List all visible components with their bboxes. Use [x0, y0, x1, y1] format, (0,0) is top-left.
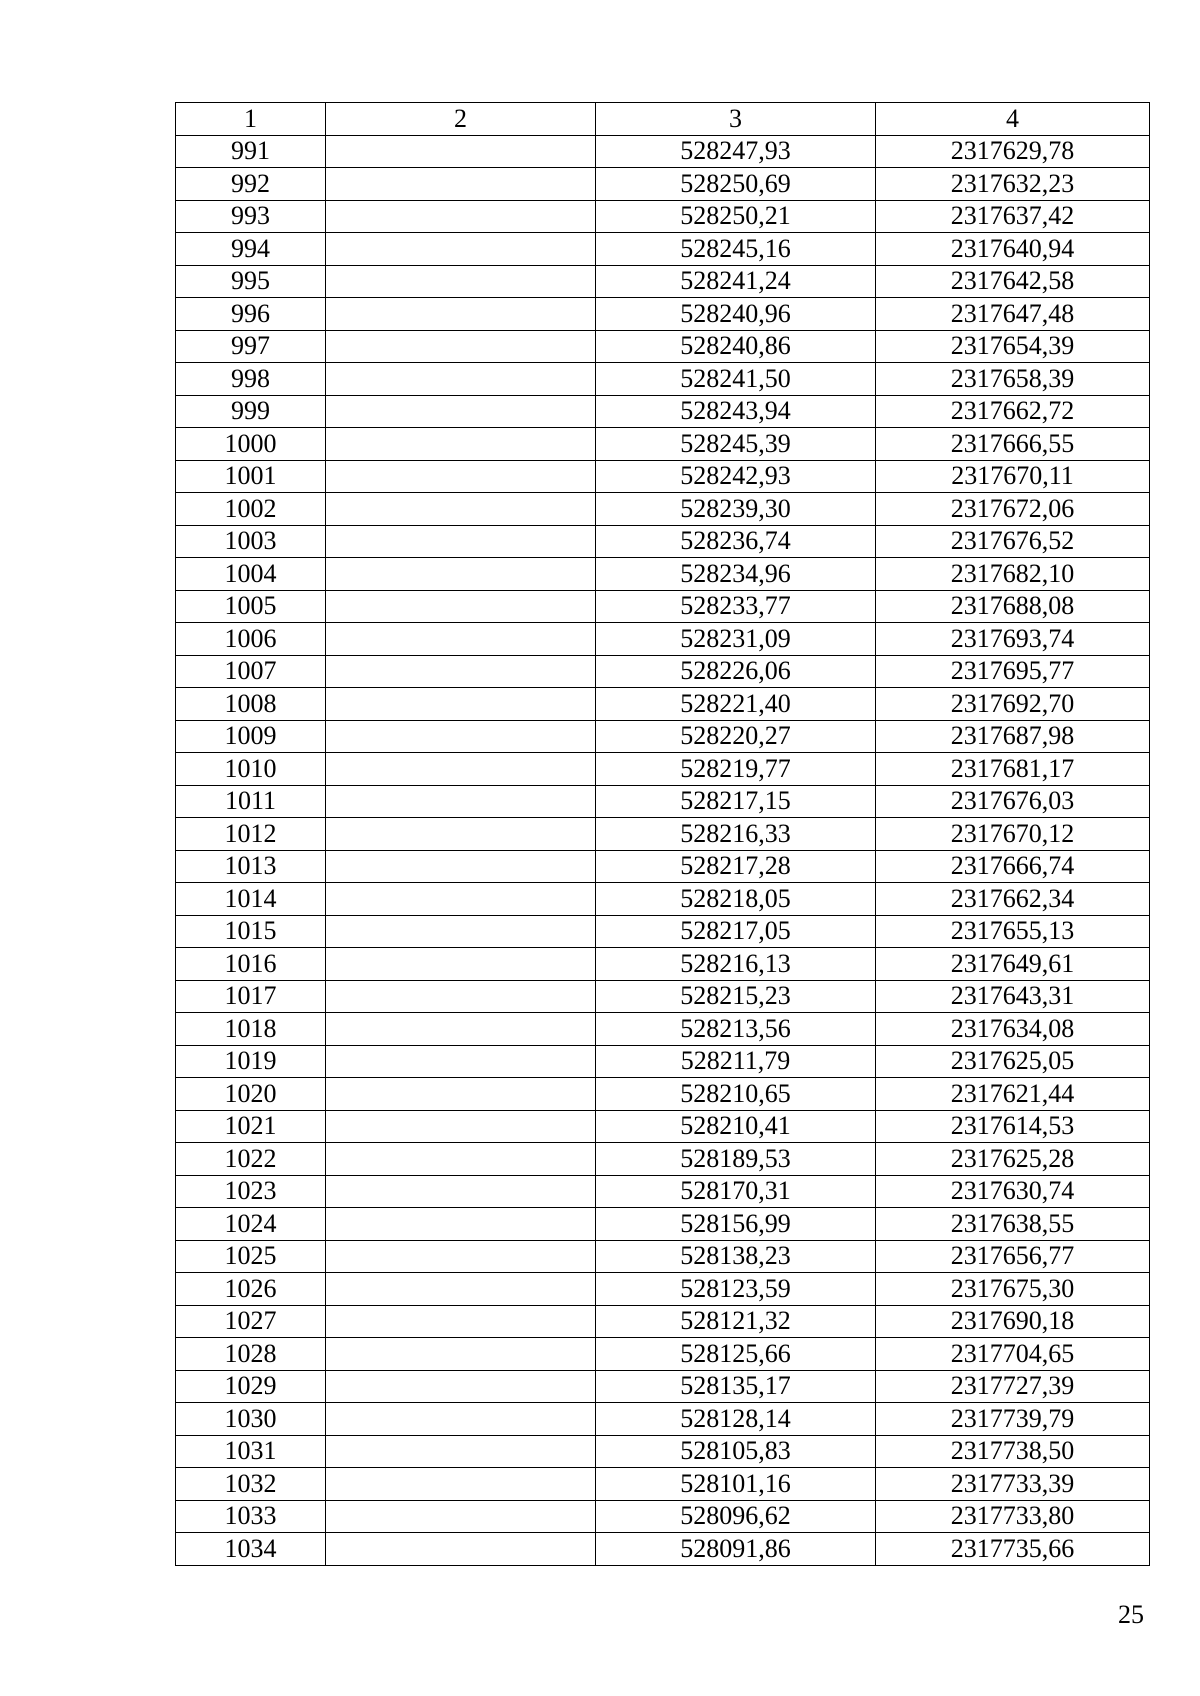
x-coordinate-cell: 528211,79 — [596, 1045, 876, 1078]
point-number-cell: 1025 — [176, 1240, 326, 1273]
x-coordinate-cell: 528101,16 — [596, 1468, 876, 1501]
x-coordinate-cell: 528231,09 — [596, 623, 876, 656]
table-row — [176, 688, 1150, 721]
point-number-cell: 991 — [176, 135, 326, 168]
point-number-cell: 994 — [176, 233, 326, 266]
description-cell — [326, 265, 596, 298]
description-cell — [326, 460, 596, 493]
x-coordinate-cell: 528240,96 — [596, 298, 876, 331]
description-cell — [326, 915, 596, 948]
y-coordinate-cell: 2317733,80 — [876, 1500, 1150, 1533]
y-coordinate-cell: 2317656,77 — [876, 1240, 1150, 1273]
table-row — [176, 1273, 1150, 1306]
point-number-cell: 1010 — [176, 753, 326, 786]
y-coordinate-cell: 2317666,74 — [876, 850, 1150, 883]
point-number-cell: 1002 — [176, 493, 326, 526]
x-coordinate-cell: 528217,05 — [596, 915, 876, 948]
table-row — [176, 1143, 1150, 1176]
point-number-cell: 1006 — [176, 623, 326, 656]
y-coordinate-cell: 2317672,06 — [876, 493, 1150, 526]
description-cell — [326, 980, 596, 1013]
y-coordinate-cell: 2317647,48 — [876, 298, 1150, 331]
description-cell — [326, 200, 596, 233]
y-coordinate-cell: 2317687,98 — [876, 720, 1150, 753]
point-number-cell: 1019 — [176, 1045, 326, 1078]
point-number-cell: 1012 — [176, 818, 326, 851]
y-coordinate-cell: 2317666,55 — [876, 428, 1150, 461]
x-coordinate-cell: 528215,23 — [596, 980, 876, 1013]
description-cell — [326, 525, 596, 558]
x-coordinate-cell: 528241,50 — [596, 363, 876, 396]
x-coordinate-cell: 528239,30 — [596, 493, 876, 526]
y-coordinate-cell: 2317634,08 — [876, 1013, 1150, 1046]
description-cell — [326, 948, 596, 981]
table-row — [176, 330, 1150, 363]
description-cell — [326, 298, 596, 331]
table-row — [176, 1533, 1150, 1566]
table-row — [176, 525, 1150, 558]
x-coordinate-cell: 528213,56 — [596, 1013, 876, 1046]
x-coordinate-cell: 528220,27 — [596, 720, 876, 753]
y-coordinate-cell: 2317629,78 — [876, 135, 1150, 168]
table-row — [176, 460, 1150, 493]
y-coordinate-cell: 2317670,12 — [876, 818, 1150, 851]
x-coordinate-cell: 528242,93 — [596, 460, 876, 493]
point-number-cell: 1030 — [176, 1403, 326, 1436]
y-coordinate-cell: 2317640,94 — [876, 233, 1150, 266]
description-cell — [326, 590, 596, 623]
table-row — [176, 655, 1150, 688]
point-number-cell: 1027 — [176, 1305, 326, 1338]
description-cell — [326, 655, 596, 688]
x-coordinate-cell: 528234,96 — [596, 558, 876, 591]
y-coordinate-cell: 2317614,53 — [876, 1110, 1150, 1143]
coordinates-table — [175, 102, 1150, 1566]
point-number-cell: 999 — [176, 395, 326, 428]
description-cell — [326, 330, 596, 363]
x-coordinate-cell: 528156,99 — [596, 1208, 876, 1241]
table-row — [176, 818, 1150, 851]
x-coordinate-cell: 528216,13 — [596, 948, 876, 981]
description-cell — [326, 558, 596, 591]
x-coordinate-cell: 528236,74 — [596, 525, 876, 558]
table-header-row — [176, 103, 1150, 136]
x-coordinate-cell: 528250,21 — [596, 200, 876, 233]
point-number-cell: 992 — [176, 168, 326, 201]
point-number-cell: 1011 — [176, 785, 326, 818]
point-number-cell: 998 — [176, 363, 326, 396]
point-number-cell: 993 — [176, 200, 326, 233]
table-row — [176, 135, 1150, 168]
point-number-cell: 1031 — [176, 1435, 326, 1468]
table-row — [176, 1045, 1150, 1078]
description-cell — [326, 1533, 596, 1566]
point-number-cell: 1007 — [176, 655, 326, 688]
table-row — [176, 1208, 1150, 1241]
table-row — [176, 590, 1150, 623]
x-coordinate-cell: 528135,17 — [596, 1370, 876, 1403]
x-coordinate-cell: 528241,24 — [596, 265, 876, 298]
description-cell — [326, 428, 596, 461]
y-coordinate-cell: 2317643,31 — [876, 980, 1150, 1013]
point-number-cell: 1020 — [176, 1078, 326, 1111]
x-coordinate-cell: 528217,15 — [596, 785, 876, 818]
x-coordinate-cell: 528125,66 — [596, 1338, 876, 1371]
x-coordinate-cell: 528123,59 — [596, 1273, 876, 1306]
description-cell — [326, 883, 596, 916]
x-coordinate-cell: 528096,62 — [596, 1500, 876, 1533]
x-coordinate-cell: 528240,86 — [596, 330, 876, 363]
table-row — [176, 1013, 1150, 1046]
x-coordinate-cell: 528247,93 — [596, 135, 876, 168]
table-row — [176, 1403, 1150, 1436]
y-coordinate-cell: 2317695,77 — [876, 655, 1150, 688]
x-coordinate-cell: 528219,77 — [596, 753, 876, 786]
description-cell — [326, 395, 596, 428]
point-number-cell: 1024 — [176, 1208, 326, 1241]
table-row — [176, 1370, 1150, 1403]
x-coordinate-cell: 528226,06 — [596, 655, 876, 688]
point-number-cell: 1028 — [176, 1338, 326, 1371]
description-cell — [326, 1013, 596, 1046]
description-cell — [326, 135, 596, 168]
table-row — [176, 168, 1150, 201]
point-number-cell: 1005 — [176, 590, 326, 623]
y-coordinate-cell: 2317662,72 — [876, 395, 1150, 428]
page-number: 25 — [1118, 1600, 1144, 1629]
point-number-cell: 1016 — [176, 948, 326, 981]
table-row — [176, 753, 1150, 786]
description-cell — [326, 1175, 596, 1208]
y-coordinate-cell: 2317632,23 — [876, 168, 1150, 201]
table-row — [176, 948, 1150, 981]
description-cell — [326, 1305, 596, 1338]
point-number-cell: 1001 — [176, 460, 326, 493]
x-coordinate-cell: 528233,77 — [596, 590, 876, 623]
description-cell — [326, 753, 596, 786]
point-number-cell: 1032 — [176, 1468, 326, 1501]
y-coordinate-cell: 2317690,18 — [876, 1305, 1150, 1338]
y-coordinate-cell: 2317727,39 — [876, 1370, 1150, 1403]
x-coordinate-cell: 528243,94 — [596, 395, 876, 428]
point-number-cell: 997 — [176, 330, 326, 363]
y-coordinate-cell: 2317692,70 — [876, 688, 1150, 721]
description-cell — [326, 1078, 596, 1111]
table-row — [176, 720, 1150, 753]
table-row — [176, 1435, 1150, 1468]
column-header-point-number: 1 — [176, 103, 326, 136]
point-number-cell: 1029 — [176, 1370, 326, 1403]
description-cell — [326, 1435, 596, 1468]
y-coordinate-cell: 2317675,30 — [876, 1273, 1150, 1306]
x-coordinate-cell: 528245,39 — [596, 428, 876, 461]
table-row — [176, 1078, 1150, 1111]
description-cell — [326, 233, 596, 266]
description-cell — [326, 1208, 596, 1241]
description-cell — [326, 1338, 596, 1371]
point-number-cell: 1015 — [176, 915, 326, 948]
description-cell — [326, 1468, 596, 1501]
y-coordinate-cell: 2317621,44 — [876, 1078, 1150, 1111]
y-coordinate-cell: 2317704,65 — [876, 1338, 1150, 1371]
column-header-2: 2 — [326, 103, 596, 136]
description-cell — [326, 623, 596, 656]
table-row — [176, 785, 1150, 818]
y-coordinate-cell: 2317655,13 — [876, 915, 1150, 948]
description-cell — [326, 363, 596, 396]
x-coordinate-cell: 528128,14 — [596, 1403, 876, 1436]
y-coordinate-cell: 2317670,11 — [876, 460, 1150, 493]
table-row — [176, 200, 1150, 233]
y-coordinate-cell: 2317638,55 — [876, 1208, 1150, 1241]
point-number-cell: 1003 — [176, 525, 326, 558]
description-cell — [326, 1500, 596, 1533]
table-row — [176, 493, 1150, 526]
y-coordinate-cell: 2317693,74 — [876, 623, 1150, 656]
y-coordinate-cell: 2317676,03 — [876, 785, 1150, 818]
table-row — [176, 265, 1150, 298]
point-number-cell: 1026 — [176, 1273, 326, 1306]
table-row — [176, 363, 1150, 396]
point-number-cell: 1000 — [176, 428, 326, 461]
description-cell — [326, 850, 596, 883]
y-coordinate-cell: 2317733,39 — [876, 1468, 1150, 1501]
column-header-x-coordinate: 3 — [596, 103, 876, 136]
x-coordinate-cell: 528105,83 — [596, 1435, 876, 1468]
y-coordinate-cell: 2317681,17 — [876, 753, 1150, 786]
y-coordinate-cell: 2317735,66 — [876, 1533, 1150, 1566]
point-number-cell: 996 — [176, 298, 326, 331]
description-cell — [326, 688, 596, 721]
table-row — [176, 623, 1150, 656]
table-row — [176, 980, 1150, 1013]
table-body — [176, 135, 1150, 1565]
table-row — [176, 1468, 1150, 1501]
point-number-cell: 1018 — [176, 1013, 326, 1046]
point-number-cell: 1004 — [176, 558, 326, 591]
y-coordinate-cell: 2317649,61 — [876, 948, 1150, 981]
point-number-cell: 1013 — [176, 850, 326, 883]
description-cell — [326, 1110, 596, 1143]
point-number-cell: 995 — [176, 265, 326, 298]
table-row — [176, 558, 1150, 591]
description-cell — [326, 1143, 596, 1176]
y-coordinate-cell: 2317739,79 — [876, 1403, 1150, 1436]
table-row — [176, 233, 1150, 266]
y-coordinate-cell: 2317688,08 — [876, 590, 1150, 623]
y-coordinate-cell: 2317625,28 — [876, 1143, 1150, 1176]
x-coordinate-cell: 528216,33 — [596, 818, 876, 851]
description-cell — [326, 1403, 596, 1436]
y-coordinate-cell: 2317676,52 — [876, 525, 1150, 558]
description-cell — [326, 1240, 596, 1273]
table-row — [176, 428, 1150, 461]
x-coordinate-cell: 528221,40 — [596, 688, 876, 721]
point-number-cell: 1023 — [176, 1175, 326, 1208]
table-row — [176, 298, 1150, 331]
table-row — [176, 1305, 1150, 1338]
table-row — [176, 850, 1150, 883]
description-cell — [326, 1273, 596, 1306]
table-row — [176, 1240, 1150, 1273]
x-coordinate-cell: 528210,65 — [596, 1078, 876, 1111]
x-coordinate-cell: 528210,41 — [596, 1110, 876, 1143]
table-row — [176, 883, 1150, 916]
point-number-cell: 1033 — [176, 1500, 326, 1533]
table-row — [176, 1175, 1150, 1208]
table-row — [176, 1500, 1150, 1533]
x-coordinate-cell: 528138,23 — [596, 1240, 876, 1273]
table-row — [176, 1338, 1150, 1371]
y-coordinate-cell: 2317630,74 — [876, 1175, 1150, 1208]
point-number-cell: 1017 — [176, 980, 326, 1013]
x-coordinate-cell: 528121,32 — [596, 1305, 876, 1338]
table-row — [176, 915, 1150, 948]
x-coordinate-cell: 528189,53 — [596, 1143, 876, 1176]
table-row — [176, 395, 1150, 428]
y-coordinate-cell: 2317662,34 — [876, 883, 1150, 916]
point-number-cell: 1022 — [176, 1143, 326, 1176]
point-number-cell: 1034 — [176, 1533, 326, 1566]
x-coordinate-cell: 528217,28 — [596, 850, 876, 883]
y-coordinate-cell: 2317658,39 — [876, 363, 1150, 396]
x-coordinate-cell: 528091,86 — [596, 1533, 876, 1566]
y-coordinate-cell: 2317642,58 — [876, 265, 1150, 298]
description-cell — [326, 785, 596, 818]
point-number-cell: 1021 — [176, 1110, 326, 1143]
x-coordinate-cell: 528245,16 — [596, 233, 876, 266]
description-cell — [326, 1045, 596, 1078]
table-row — [176, 1110, 1150, 1143]
point-number-cell: 1008 — [176, 688, 326, 721]
description-cell — [326, 818, 596, 851]
x-coordinate-cell: 528218,05 — [596, 883, 876, 916]
point-number-cell: 1014 — [176, 883, 326, 916]
y-coordinate-cell: 2317654,39 — [876, 330, 1150, 363]
x-coordinate-cell: 528250,69 — [596, 168, 876, 201]
y-coordinate-cell: 2317682,10 — [876, 558, 1150, 591]
description-cell — [326, 1370, 596, 1403]
x-coordinate-cell: 528170,31 — [596, 1175, 876, 1208]
y-coordinate-cell: 2317637,42 — [876, 200, 1150, 233]
description-cell — [326, 168, 596, 201]
y-coordinate-cell: 2317738,50 — [876, 1435, 1150, 1468]
description-cell — [326, 493, 596, 526]
column-header-y-coordinate: 4 — [876, 103, 1150, 136]
y-coordinate-cell: 2317625,05 — [876, 1045, 1150, 1078]
description-cell — [326, 720, 596, 753]
point-number-cell: 1009 — [176, 720, 326, 753]
